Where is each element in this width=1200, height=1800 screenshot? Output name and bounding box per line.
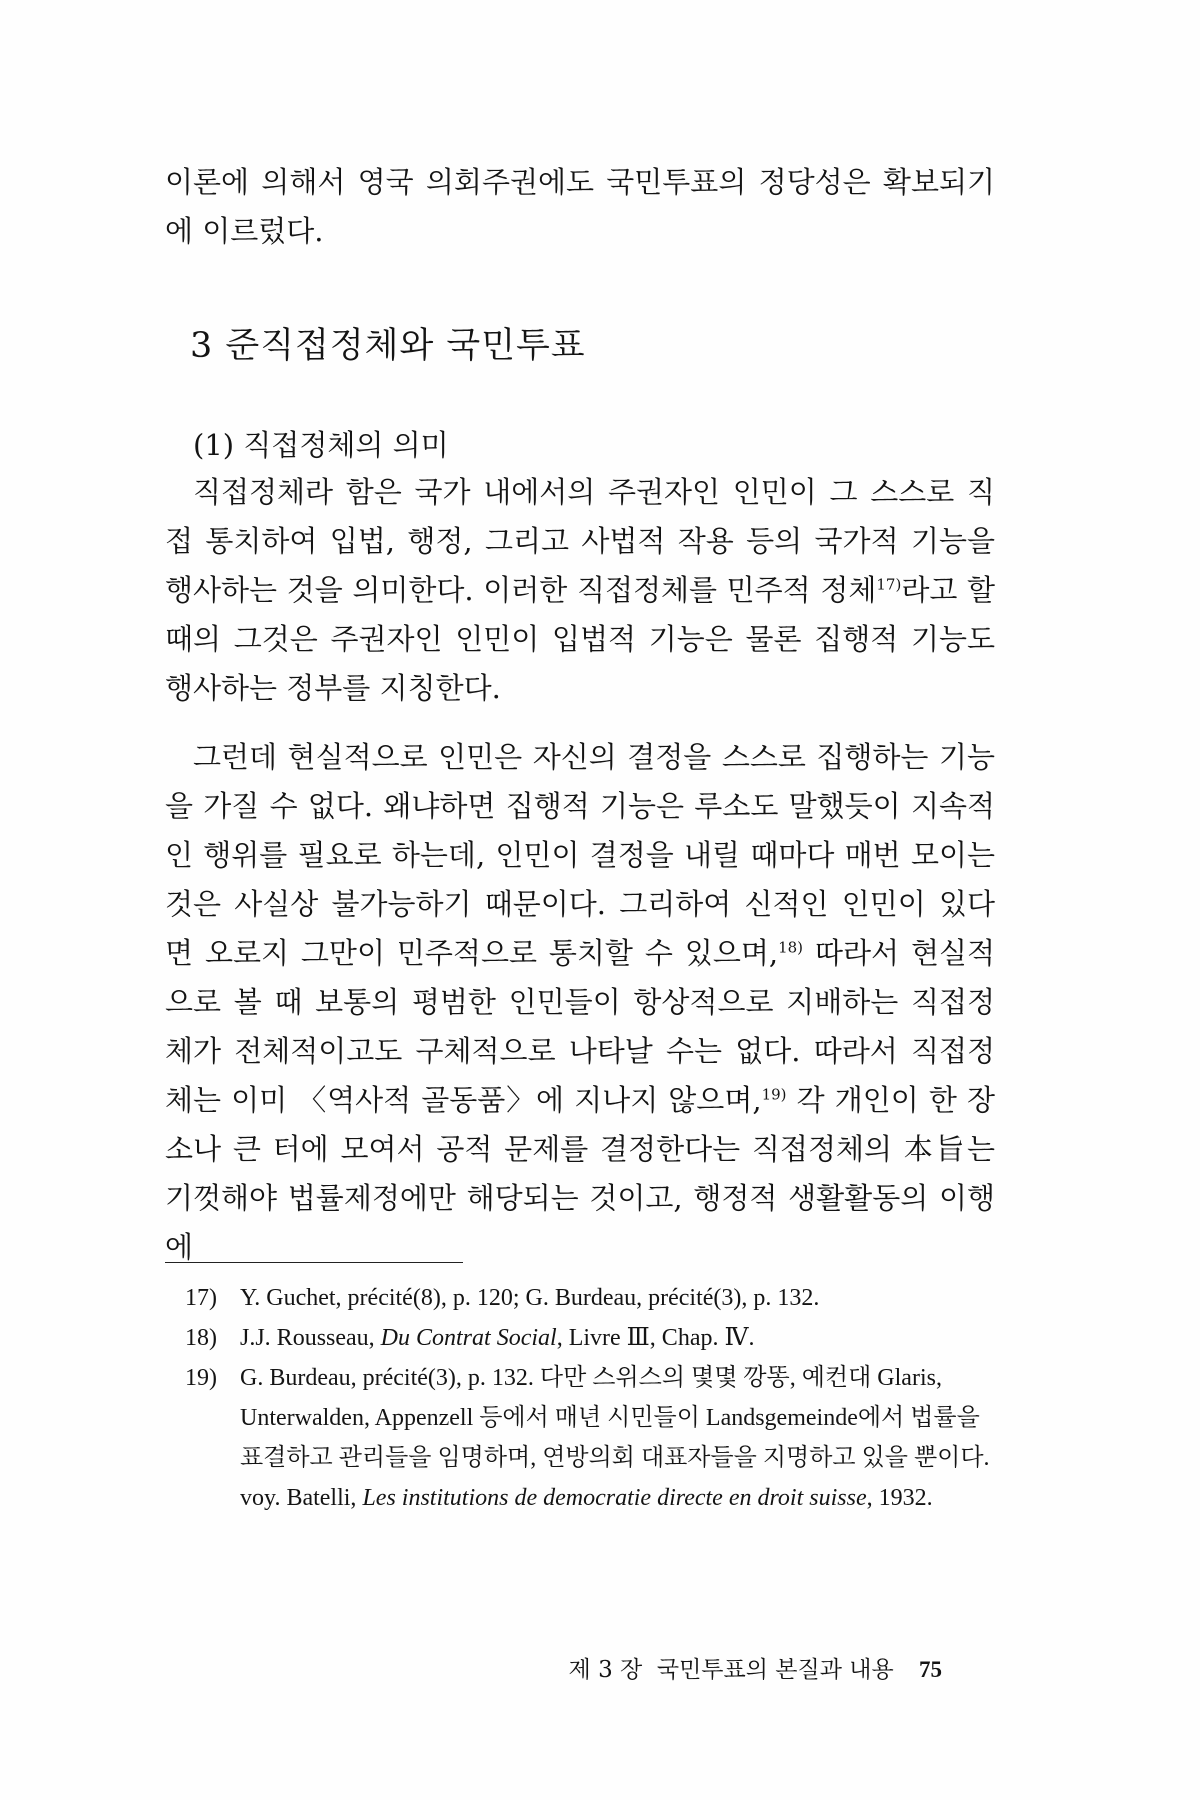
footnote-text xyxy=(240,1318,995,1358)
paragraph-direct-democracy-definition xyxy=(165,468,995,713)
footnote-book-title: Les institutions de democratie directe en droit suisse xyxy=(362,1485,867,1511)
footer-chapter-title: 국민투표의 본질과 내용 xyxy=(656,1657,894,1683)
footer-chapter: 제 3 장 xyxy=(568,1657,643,1683)
footnote-text-part: , Livre Ⅲ, Chap. Ⅳ. xyxy=(556,1325,755,1351)
footnote-book-title: Du Contrat Social xyxy=(380,1325,557,1351)
footnote-divider xyxy=(165,1262,463,1263)
paragraph-text: 그런데 현실적으로 인민은 자신의 결정을 스스로 집행하는 기능을 가질 수 없다. 왜냐하면 집행적 기능은 루소도 말했듯이 지속적인 행위를 필요로 하는데, 인민이 결정을 내릴 때마다 매번 모이는 것은 사실상 불가능하기 때문이다. 그리하여 신적인 인민이 있다면 오로지 그만이 민주적으로 통치할 수 있으며, xyxy=(165,740,995,970)
paragraph-direct-democracy-limits xyxy=(165,733,995,1272)
footnote-number: 19) xyxy=(185,1365,217,1391)
page-footer xyxy=(569,1651,942,1684)
footnote-item-19 xyxy=(165,1358,995,1518)
footnote-text-part: , 1932. xyxy=(866,1485,933,1511)
paragraph-text: 따라서 현실적으로 볼 때 보통의 평범한 인민들이 항상적으로 지배하는 직접정체가 전체적이고도 구체적으로 나타날 수는 없다. 따라서 직접정체는 이미 〈역사적 골동품〉에 지나지 않으며, xyxy=(165,936,995,1117)
footnote-item-18 xyxy=(165,1318,995,1358)
footnote-number: 18) xyxy=(185,1325,217,1351)
intro-paragraph: 이론에 의해서 영국 의회주권에도 국민투표의 정당성은 확보되기에 이르렀다. xyxy=(165,165,995,248)
section-title: 3 준직접정체와 국민투표 xyxy=(190,326,586,366)
footnote-number: 17) xyxy=(185,1285,217,1311)
footnote-text: Y. Guchet, précité(8), p. 120; G. Burdeau, précité(3), p. 132. xyxy=(240,1285,820,1311)
footnote-item-17 xyxy=(165,1278,995,1318)
footnote-text-part: G. Burdeau, précité(3), p. 132. 다만 스위스의 몇몇 깡똥, 예컨대 Glaris, Unterwalden, Appenzell 등에서 매년 시민들이 Landsgemeinde에서 법률을 표결하고 관리들을 임명하며, 연방의회 대표자들을 지명하고 있을 뿐이다. voy. Batelli, xyxy=(240,1365,990,1511)
footnote-ref-18: 18) xyxy=(778,938,804,957)
subsection-title: (1) 직접정체의 의미 xyxy=(193,428,449,462)
page-number: 75 xyxy=(919,1657,942,1682)
footnote-ref-17: 17) xyxy=(876,575,902,594)
footnotes-list xyxy=(165,1278,995,1518)
footnote-ref-19: 19) xyxy=(761,1085,787,1104)
footnote-text-part: J.J. Rousseau, xyxy=(240,1325,381,1351)
paragraph-text: 라고 할 때의 그것은 주권자인 인민이 입법적 기능은 물론 집행적 기능도 행사하는 정부를 지칭한다. xyxy=(165,573,995,705)
footnote-text xyxy=(240,1358,995,1518)
paragraph-text: 각 개인이 한 장소나 큰 터에 모여서 공적 문제를 결정한다는 직접정체의 本旨는 기껏해야 법률제정에만 해당되는 것이고, 행정적 생활활동의 이행에 xyxy=(165,1083,995,1264)
paragraph-text: 직접정체라 함은 국가 내에서의 주권자인 인민이 그 스스로 직접 통치하여 입법, 행정, 그리고 사법적 작용 등의 국가적 기능을 행사하는 것을 의미한다. 이러한 직접정체를 민주적 정체 xyxy=(165,475,995,607)
